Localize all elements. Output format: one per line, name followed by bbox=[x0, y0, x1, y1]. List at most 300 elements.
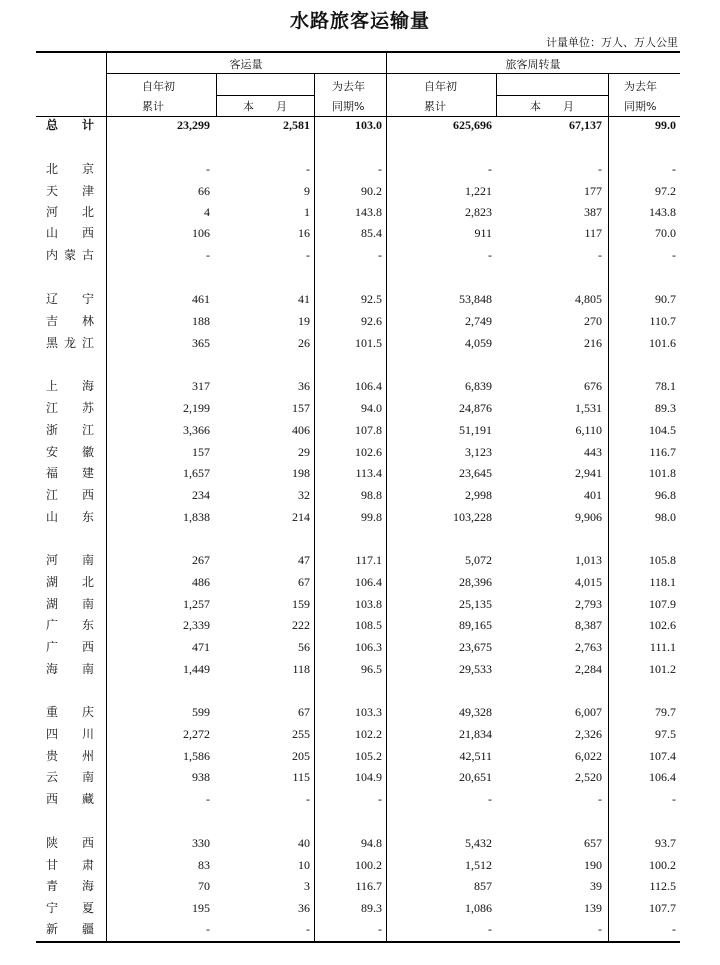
region-name-char: 宁 bbox=[46, 901, 59, 915]
cell-value: 2,823 bbox=[465, 205, 492, 219]
cell-value: 106 bbox=[192, 226, 210, 240]
cell-value: 1 bbox=[304, 205, 310, 219]
region-name bbox=[46, 159, 94, 179]
cell-value: 98.8 bbox=[361, 488, 382, 502]
cell-value: 157 bbox=[292, 401, 310, 415]
region-name-char: 藏 bbox=[81, 792, 94, 806]
region-name-char: 古 bbox=[81, 248, 94, 262]
table-row bbox=[0, 898, 720, 918]
cell-value: 56 bbox=[298, 640, 310, 654]
region-name-char: 林 bbox=[81, 314, 94, 328]
cell-value: 23,645 bbox=[459, 466, 492, 480]
region-name-char: 西 bbox=[81, 640, 94, 654]
table-row bbox=[0, 376, 720, 396]
header-ytd-bottom-2: 累计 bbox=[424, 100, 446, 113]
table-row bbox=[0, 311, 720, 331]
cell-value: 28,396 bbox=[459, 575, 492, 589]
header-passenger-volume: 客运量 bbox=[229, 58, 263, 71]
cell-value: 53,848 bbox=[459, 292, 492, 306]
cell-value: - bbox=[672, 922, 676, 936]
region-name-char: 蒙 bbox=[63, 248, 76, 262]
cell-value: 106.4 bbox=[649, 770, 676, 784]
cell-value: 99.8 bbox=[361, 510, 382, 524]
table-row bbox=[0, 398, 720, 418]
cell-value: 85.4 bbox=[361, 226, 382, 240]
cell-value: 234 bbox=[192, 488, 210, 502]
cell-value: 101.6 bbox=[649, 336, 676, 350]
cell-value: 107.7 bbox=[649, 901, 676, 915]
cell-value: - bbox=[306, 162, 310, 176]
region-name-char: 海 bbox=[46, 662, 59, 676]
cell-value: 25,135 bbox=[459, 597, 492, 611]
region-name-char: 肃 bbox=[81, 858, 94, 872]
cell-value: - bbox=[598, 922, 602, 936]
cell-value: 100.2 bbox=[355, 858, 382, 872]
region-name-char: 北 bbox=[81, 575, 94, 589]
cell-value: - bbox=[598, 248, 602, 262]
region-name-char: 津 bbox=[81, 184, 94, 198]
region-name bbox=[46, 420, 94, 440]
cell-value: 5,432 bbox=[465, 836, 492, 850]
cell-value: 270 bbox=[584, 314, 602, 328]
cell-value: 105.8 bbox=[649, 553, 676, 567]
region-name bbox=[46, 245, 94, 265]
cell-value: 471 bbox=[192, 640, 210, 654]
cell-value: 29,533 bbox=[459, 662, 492, 676]
cell-value: - bbox=[672, 792, 676, 806]
cell-value: 6,110 bbox=[575, 423, 602, 437]
cell-value: 105.2 bbox=[355, 749, 382, 763]
region-name bbox=[46, 637, 94, 657]
cell-value: 101.2 bbox=[649, 662, 676, 676]
cell-value: 205 bbox=[292, 749, 310, 763]
cell-value: 19 bbox=[298, 314, 310, 328]
cell-value: - bbox=[206, 162, 210, 176]
cell-value: 89,165 bbox=[459, 618, 492, 632]
region-name bbox=[46, 333, 94, 353]
cell-value: 676 bbox=[584, 379, 602, 393]
region-name-char: 西 bbox=[81, 488, 94, 502]
header-yoy-top: 为去年 bbox=[332, 80, 365, 93]
cell-value: 4 bbox=[204, 205, 210, 219]
region-name-char: 苏 bbox=[81, 401, 94, 415]
region-name-char: 海 bbox=[81, 879, 94, 893]
region-name bbox=[46, 550, 94, 570]
cell-value: 2,199 bbox=[183, 401, 210, 415]
cell-value: - bbox=[488, 162, 492, 176]
region-name bbox=[46, 572, 94, 592]
cell-value: 29 bbox=[298, 445, 310, 459]
cell-value: 112.5 bbox=[649, 879, 676, 893]
cell-value: 110.7 bbox=[649, 314, 676, 328]
cell-value: 4,015 bbox=[575, 575, 602, 589]
region-name-char: 重 bbox=[46, 705, 59, 719]
region-name-char: 西 bbox=[46, 792, 59, 806]
cell-value: 16 bbox=[298, 226, 310, 240]
cell-value: 21,834 bbox=[459, 727, 492, 741]
region-name bbox=[46, 463, 94, 483]
header-ytd-bottom: 累计 bbox=[142, 100, 164, 113]
cell-value: 188 bbox=[192, 314, 210, 328]
cell-value: - bbox=[488, 248, 492, 262]
cell-value: 67 bbox=[298, 575, 310, 589]
table-row bbox=[0, 202, 720, 222]
cell-value: 83 bbox=[198, 858, 210, 872]
region-name-char: 新 bbox=[46, 922, 59, 936]
region-name bbox=[46, 311, 94, 331]
region-name-char: 京 bbox=[81, 162, 94, 176]
cell-value: - bbox=[306, 792, 310, 806]
cell-value: 157 bbox=[192, 445, 210, 459]
cell-value: 103.0 bbox=[355, 118, 382, 132]
table-row bbox=[0, 767, 720, 787]
region-name bbox=[46, 833, 94, 853]
table-row bbox=[0, 550, 720, 570]
cell-value: 2,339 bbox=[183, 618, 210, 632]
cell-value: 401 bbox=[584, 488, 602, 502]
cell-value: 216 bbox=[584, 336, 602, 350]
region-name bbox=[46, 376, 94, 396]
cell-value: 36 bbox=[298, 901, 310, 915]
cell-value: 143.8 bbox=[355, 205, 382, 219]
cell-value: 6,022 bbox=[575, 749, 602, 763]
cell-value: 222 bbox=[292, 618, 310, 632]
cell-value: 387 bbox=[584, 205, 602, 219]
region-name-char: 西 bbox=[81, 226, 94, 240]
region-name-char: 庆 bbox=[81, 705, 94, 719]
cell-value: 115 bbox=[292, 770, 310, 784]
cell-value: 41 bbox=[298, 292, 310, 306]
cell-value: 198 bbox=[292, 466, 310, 480]
cell-value: 67,137 bbox=[569, 118, 602, 132]
region-name bbox=[46, 855, 94, 875]
region-name bbox=[46, 115, 94, 135]
cell-value: 2,326 bbox=[575, 727, 602, 741]
header-ytd-top: 自年初 bbox=[142, 80, 175, 93]
cell-value: 108.5 bbox=[355, 618, 382, 632]
region-name bbox=[46, 594, 94, 614]
region-name-char: 夏 bbox=[81, 901, 94, 915]
cell-value: 599 bbox=[192, 705, 210, 719]
region-name-char: 东 bbox=[81, 618, 94, 632]
table-row bbox=[0, 615, 720, 635]
cell-value: 106.3 bbox=[355, 640, 382, 654]
region-name bbox=[46, 615, 94, 635]
cell-value: 36 bbox=[298, 379, 310, 393]
region-name-char: 黑 bbox=[46, 336, 59, 350]
cell-value: 317 bbox=[192, 379, 210, 393]
region-name-char: 四 bbox=[46, 727, 59, 741]
cell-value: 2,763 bbox=[575, 640, 602, 654]
cell-value: 330 bbox=[192, 836, 210, 850]
region-name-char: 南 bbox=[81, 770, 94, 784]
region-name bbox=[46, 898, 94, 918]
table-row bbox=[0, 594, 720, 614]
cell-value: 255 bbox=[292, 727, 310, 741]
region-name-char: 江 bbox=[46, 401, 59, 415]
region-name bbox=[46, 223, 94, 243]
cell-value: 90.7 bbox=[655, 292, 676, 306]
cell-value: 49,328 bbox=[459, 705, 492, 719]
cell-value: 103.3 bbox=[355, 705, 382, 719]
region-name-char: 广 bbox=[46, 618, 59, 632]
region-name-char: 湖 bbox=[46, 575, 59, 589]
header-yoy-top-2: 为去年 bbox=[624, 80, 657, 93]
cell-value: 106.4 bbox=[355, 379, 382, 393]
cell-value: 2,998 bbox=[465, 488, 492, 502]
cell-value: 2,793 bbox=[575, 597, 602, 611]
header-month: 本 月 bbox=[243, 100, 287, 113]
cell-value: - bbox=[488, 792, 492, 806]
cell-value: 97.5 bbox=[655, 727, 676, 741]
cell-value: 39 bbox=[590, 879, 602, 893]
cell-value: 70.0 bbox=[655, 226, 676, 240]
cell-value: 2,581 bbox=[283, 118, 310, 132]
header-passenger-turnover: 旅客周转量 bbox=[505, 58, 561, 71]
region-name-char: 河 bbox=[46, 553, 59, 567]
region-name-char: 州 bbox=[81, 749, 94, 763]
page-title: 水路旅客运输量 bbox=[289, 10, 430, 32]
cell-value: 40 bbox=[298, 836, 310, 850]
region-name bbox=[46, 507, 94, 527]
region-name-char: 海 bbox=[81, 379, 94, 393]
region-name-char: 总 bbox=[46, 118, 59, 132]
cell-value: - bbox=[598, 162, 602, 176]
region-name bbox=[46, 485, 94, 505]
region-name bbox=[46, 659, 94, 679]
cell-value: 3,123 bbox=[465, 445, 492, 459]
cell-value: 118.1 bbox=[649, 575, 676, 589]
region-name-char: 天 bbox=[46, 184, 59, 198]
cell-value: 1,657 bbox=[183, 466, 210, 480]
cell-value: 143.8 bbox=[649, 205, 676, 219]
cell-value: - bbox=[488, 922, 492, 936]
table-row bbox=[0, 833, 720, 853]
table-row bbox=[0, 463, 720, 483]
cell-value: 139 bbox=[584, 901, 602, 915]
cell-value: 365 bbox=[192, 336, 210, 350]
table-row bbox=[0, 746, 720, 766]
header-month-2: 本 月 bbox=[530, 100, 574, 113]
cell-value: - bbox=[206, 248, 210, 262]
cell-value: 117 bbox=[584, 226, 602, 240]
table-row bbox=[0, 855, 720, 875]
table-row bbox=[0, 637, 720, 657]
cell-value: 102.6 bbox=[355, 445, 382, 459]
region-name-char: 青 bbox=[46, 879, 59, 893]
cell-value: 51,191 bbox=[459, 423, 492, 437]
cell-value: 103,228 bbox=[453, 510, 492, 524]
region-name-char: 南 bbox=[81, 553, 94, 567]
region-name-char: 湖 bbox=[46, 597, 59, 611]
region-name-char: 龙 bbox=[63, 336, 76, 350]
region-name bbox=[46, 746, 94, 766]
cell-value: - bbox=[378, 792, 382, 806]
region-name-char: 吉 bbox=[46, 314, 59, 328]
table-row bbox=[0, 919, 720, 939]
cell-value: 486 bbox=[192, 575, 210, 589]
cell-value: 26 bbox=[298, 336, 310, 350]
table-row bbox=[0, 181, 720, 201]
cell-value: 89.3 bbox=[655, 401, 676, 415]
cell-value: 89.3 bbox=[361, 901, 382, 915]
cell-value: 107.9 bbox=[649, 597, 676, 611]
cell-value: 78.1 bbox=[655, 379, 676, 393]
cell-value: 103.8 bbox=[355, 597, 382, 611]
cell-value: 98.0 bbox=[655, 510, 676, 524]
cell-value: - bbox=[206, 922, 210, 936]
cell-value: 102.6 bbox=[649, 618, 676, 632]
cell-value: 657 bbox=[584, 836, 602, 850]
cell-value: 6,007 bbox=[575, 705, 602, 719]
region-name bbox=[46, 919, 94, 939]
cell-value: 9,906 bbox=[575, 510, 602, 524]
cell-value: 3,366 bbox=[183, 423, 210, 437]
region-name-char: 东 bbox=[81, 510, 94, 524]
region-name-char: 河 bbox=[46, 205, 59, 219]
header-ytd-top-2: 自年初 bbox=[424, 80, 457, 93]
cell-value: 47 bbox=[298, 553, 310, 567]
region-name-char: 广 bbox=[46, 640, 59, 654]
cell-value: - bbox=[306, 922, 310, 936]
table-row bbox=[0, 159, 720, 179]
cell-value: 1,013 bbox=[575, 553, 602, 567]
table-row bbox=[0, 702, 720, 722]
cell-value: 104.9 bbox=[355, 770, 382, 784]
region-name bbox=[46, 767, 94, 787]
region-name bbox=[46, 181, 94, 201]
table-row bbox=[0, 659, 720, 679]
cell-value: 911 bbox=[474, 226, 492, 240]
region-name-char: 西 bbox=[81, 836, 94, 850]
table-row bbox=[0, 289, 720, 309]
region-name-char: 北 bbox=[46, 162, 59, 176]
region-name-char: 江 bbox=[46, 488, 59, 502]
cell-value: 267 bbox=[192, 553, 210, 567]
region-name bbox=[46, 202, 94, 222]
cell-value: 1,257 bbox=[183, 597, 210, 611]
cell-value: - bbox=[672, 162, 676, 176]
cell-value: 117.1 bbox=[355, 553, 382, 567]
cell-value: 90.2 bbox=[361, 184, 382, 198]
cell-value: 96.8 bbox=[655, 488, 676, 502]
cell-value: 2,284 bbox=[575, 662, 602, 676]
header-yoy-bottom-2: 同期% bbox=[624, 100, 657, 113]
table-row bbox=[0, 442, 720, 462]
region-name-char: 贵 bbox=[46, 749, 59, 763]
cell-value: 116.7 bbox=[649, 445, 676, 459]
cell-value: 938 bbox=[192, 770, 210, 784]
region-name-char: 南 bbox=[81, 662, 94, 676]
cell-value: 190 bbox=[584, 858, 602, 872]
region-name-char: 徽 bbox=[81, 445, 94, 459]
table-row bbox=[0, 485, 720, 505]
cell-value: 1,512 bbox=[465, 858, 492, 872]
cell-value: 79.7 bbox=[655, 705, 676, 719]
region-name-char: 陕 bbox=[46, 836, 59, 850]
cell-value: 3 bbox=[304, 879, 310, 893]
cell-value: 6,839 bbox=[465, 379, 492, 393]
cell-value: 107.4 bbox=[649, 749, 676, 763]
cell-value: 101.5 bbox=[355, 336, 382, 350]
table-row bbox=[0, 420, 720, 440]
cell-value: 66 bbox=[198, 184, 210, 198]
cell-value: 118 bbox=[292, 662, 310, 676]
cell-value: 20,651 bbox=[459, 770, 492, 784]
region-name-char: 江 bbox=[81, 423, 94, 437]
cell-value: - bbox=[306, 248, 310, 262]
cell-value: 195 bbox=[192, 901, 210, 915]
region-name bbox=[46, 289, 94, 309]
cell-value: 1,838 bbox=[183, 510, 210, 524]
cell-value: 93.7 bbox=[655, 836, 676, 850]
cell-value: 92.5 bbox=[361, 292, 382, 306]
region-name-char: 计 bbox=[81, 118, 94, 132]
region-name-char: 疆 bbox=[81, 922, 94, 936]
cell-value: - bbox=[598, 792, 602, 806]
region-name bbox=[46, 398, 94, 418]
cell-value: 100.2 bbox=[649, 858, 676, 872]
cell-value: 32 bbox=[298, 488, 310, 502]
cell-value: 42,511 bbox=[459, 749, 492, 763]
region-name-char: 川 bbox=[81, 727, 94, 741]
cell-value: 177 bbox=[584, 184, 602, 198]
region-name-char: 福 bbox=[46, 466, 59, 480]
region-name-char: 建 bbox=[81, 466, 94, 480]
region-name-char: 辽 bbox=[46, 292, 59, 306]
cell-value: 99.0 bbox=[655, 118, 676, 132]
table-row bbox=[0, 223, 720, 243]
table-row bbox=[0, 572, 720, 592]
region-name-char: 浙 bbox=[46, 423, 59, 437]
cell-value: 111.1 bbox=[649, 640, 676, 654]
region-name-char: 上 bbox=[46, 379, 59, 393]
cell-value: 4,059 bbox=[465, 336, 492, 350]
cell-value: 94.8 bbox=[361, 836, 382, 850]
region-name-char: 甘 bbox=[46, 858, 59, 872]
region-name bbox=[46, 724, 94, 744]
cell-value: 625,696 bbox=[453, 118, 492, 132]
unit-note: 计量单位：万人、万人公里 bbox=[546, 36, 678, 49]
header-yoy-bottom: 同期% bbox=[332, 100, 365, 113]
cell-value: 94.0 bbox=[361, 401, 382, 415]
cell-value: 106.4 bbox=[355, 575, 382, 589]
cell-value: 443 bbox=[584, 445, 602, 459]
cell-value: 67 bbox=[298, 705, 310, 719]
cell-value: 9 bbox=[304, 184, 310, 198]
cell-value: 10 bbox=[298, 858, 310, 872]
cell-value: 1,531 bbox=[575, 401, 602, 415]
cell-value: - bbox=[378, 922, 382, 936]
cell-value: 1,449 bbox=[183, 662, 210, 676]
region-name-char: 宁 bbox=[81, 292, 94, 306]
cell-value: 107.8 bbox=[355, 423, 382, 437]
cell-value: - bbox=[378, 162, 382, 176]
table-row bbox=[0, 333, 720, 353]
cell-value: - bbox=[378, 248, 382, 262]
region-name-char: 内 bbox=[46, 248, 59, 262]
cell-value: 2,941 bbox=[575, 466, 602, 480]
cell-value: - bbox=[672, 248, 676, 262]
cell-value: 92.6 bbox=[361, 314, 382, 328]
cell-value: 2,749 bbox=[465, 314, 492, 328]
cell-value: 1,586 bbox=[183, 749, 210, 763]
cell-value: 113.4 bbox=[355, 466, 382, 480]
cell-value: 461 bbox=[192, 292, 210, 306]
region-name-char: 安 bbox=[46, 445, 59, 459]
cell-value: 857 bbox=[474, 879, 492, 893]
table-row bbox=[0, 789, 720, 809]
